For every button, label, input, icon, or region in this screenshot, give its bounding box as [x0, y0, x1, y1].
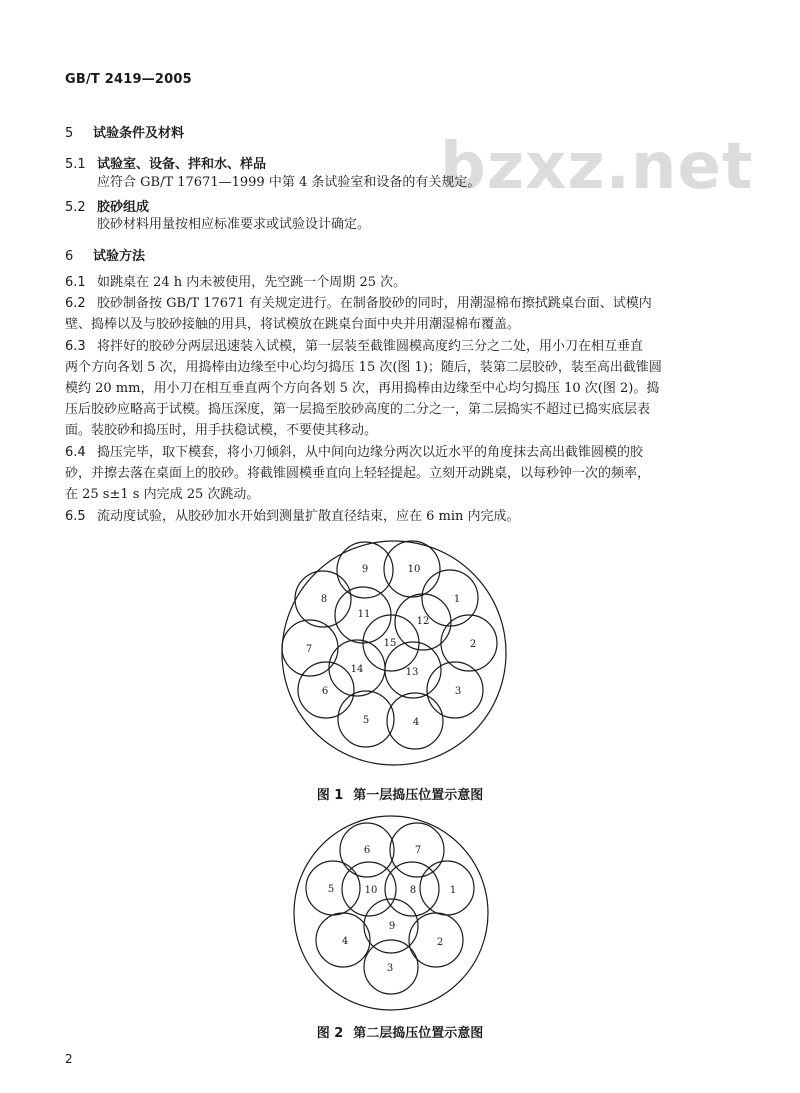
- position-label-5: 5: [327, 884, 335, 895]
- page-number: 2: [65, 1052, 73, 1066]
- paragraph-number: 6.5: [65, 509, 86, 524]
- paragraph-number: 6.1: [65, 275, 86, 290]
- position-label-5: 5: [362, 715, 370, 726]
- paragraph-line: 壁、捣棒以及与胶砂接触的用具，将试模放在跳桌台面中央并用潮湿棉布覆盖。: [65, 317, 521, 332]
- position-label-2: 2: [469, 639, 477, 650]
- figure-title: 第一层捣压位置示意图: [353, 788, 484, 803]
- position-label-8: 8: [320, 594, 328, 605]
- paragraph-line: 将拌好的胶砂分两层迅速装入试模，第一层装至截锥圆模高度约三分之二处，用小刀在相互垂直: [97, 339, 644, 354]
- figure-2-diagram: [284, 812, 506, 1016]
- paragraph-number: 6.4: [65, 445, 86, 460]
- position-label-7: 7: [414, 845, 422, 856]
- section-6-heading: [65, 245, 145, 264]
- section-5-2-heading: [65, 196, 149, 215]
- paragraph-number: 6.2: [65, 296, 86, 311]
- position-label-15: 15: [383, 638, 397, 649]
- position-label-4: 4: [412, 717, 420, 728]
- paragraph-line: 面。装胶砂和捣压时，用手扶稳试模，不要使其移动。: [65, 423, 378, 438]
- paragraph-6-2: [65, 293, 745, 335]
- paragraph-line: 压后胶砂应略高于试模。捣压深度，第一层捣至胶砂高度的二分之一，第二层捣实不超过已捣实底层表: [65, 402, 651, 417]
- section-title: 试验方法: [93, 249, 146, 264]
- section-title: 试验室、设备、拌和水、样品: [97, 157, 267, 172]
- position-label-4: 4: [341, 936, 349, 947]
- section-number: 5: [65, 126, 74, 141]
- figure-number: 图 2: [316, 1026, 344, 1041]
- position-label-8: 8: [409, 885, 417, 896]
- position-label-13: 13: [405, 667, 419, 678]
- position-label-12: 12: [416, 616, 430, 627]
- position-label-9: 9: [388, 921, 396, 932]
- section-number: 6: [65, 249, 74, 264]
- standard-code: GB/T 2419—2005: [65, 72, 192, 87]
- watermark: bzxz.net: [440, 130, 754, 204]
- position-label-2: 2: [436, 937, 444, 948]
- section-title: 胶砂组成: [97, 200, 150, 215]
- figure-1-caption: [0, 784, 800, 803]
- paragraph-line: 捣压完毕，取下模套，将小刀倾斜，从中间向边缘分两次以近水平的角度抹去高出截锥圆模的胶: [97, 445, 644, 460]
- position-label-10: 10: [364, 885, 378, 896]
- position-label-14: 14: [350, 664, 364, 675]
- section-number: 5.2: [65, 200, 86, 215]
- position-label-9: 9: [361, 564, 369, 575]
- paragraph-line: 砂，并擦去落在桌面上的胶砂。将截锥圆模垂直向上轻轻提起。立刻开动跳桌，以每秒钟一次的频率，: [65, 466, 651, 481]
- figure-number: 图 1: [316, 788, 344, 803]
- position-label-6: 6: [363, 845, 371, 856]
- paragraph-6-1: [65, 272, 745, 293]
- position-label-7: 7: [305, 644, 313, 655]
- paragraph-line: 模约 20 mm，用小刀在相互垂直两个方向各划 5 次，再用捣棒由边缘至中心均匀捣压 10 次(图 2)。捣: [65, 381, 660, 396]
- section-5-2-text: 胶砂材料用量按相应标准要求或试验设计确定。: [97, 217, 371, 232]
- figure-title: 第二层捣压位置示意图: [353, 1026, 484, 1041]
- tamping-circle-1: [420, 861, 474, 915]
- position-label-1: 1: [453, 594, 461, 605]
- paragraph-6-3: [65, 336, 745, 441]
- section-5-heading: [65, 122, 184, 141]
- paragraph-6-5: [65, 506, 745, 527]
- paragraph-line: 在 25 s±1 s 内完成 25 次跳动。: [65, 487, 260, 502]
- tamping-circle-1: [422, 570, 478, 626]
- paragraph-6-4: [65, 442, 745, 505]
- paragraph-line: 两个方向各划 5 次，用捣棒由边缘至中心均匀捣压 15 次(图 1)；随后，装第二层胶砂，装至高出截锥圆: [65, 360, 662, 375]
- position-label-3: 3: [454, 686, 462, 697]
- position-label-1: 1: [449, 885, 457, 896]
- section-5-1-heading: [65, 153, 266, 172]
- position-label-10: 10: [407, 564, 421, 575]
- section-number: 5.1: [65, 157, 86, 172]
- section-5-1-text: 应符合 GB/T 17671—1999 中第 4 条试验室和设备的有关规定。: [97, 175, 481, 190]
- position-label-3: 3: [386, 963, 394, 974]
- paragraph-number: 6.3: [65, 339, 86, 354]
- paragraph-text: 如跳桌在 24 h 内未被使用，先空跳一个周期 25 次。: [97, 275, 407, 290]
- section-title: 试验条件及材料: [93, 126, 185, 141]
- figure-2-caption: [0, 1022, 800, 1041]
- position-label-6: 6: [321, 686, 329, 697]
- paragraph-text: 流动度试验，从胶砂加水开始到测量扩散直径结束，应在 6 min 内完成。: [97, 509, 520, 524]
- paragraph-line: 胶砂制备按 GB/T 17671 有关规定进行。在制备胶砂的同时，用潮湿棉布擦拭跳桌台面、试模内: [97, 296, 652, 311]
- figure-1-diagram: [269, 536, 521, 770]
- outer-ring: [282, 541, 506, 765]
- position-label-11: 11: [357, 609, 371, 620]
